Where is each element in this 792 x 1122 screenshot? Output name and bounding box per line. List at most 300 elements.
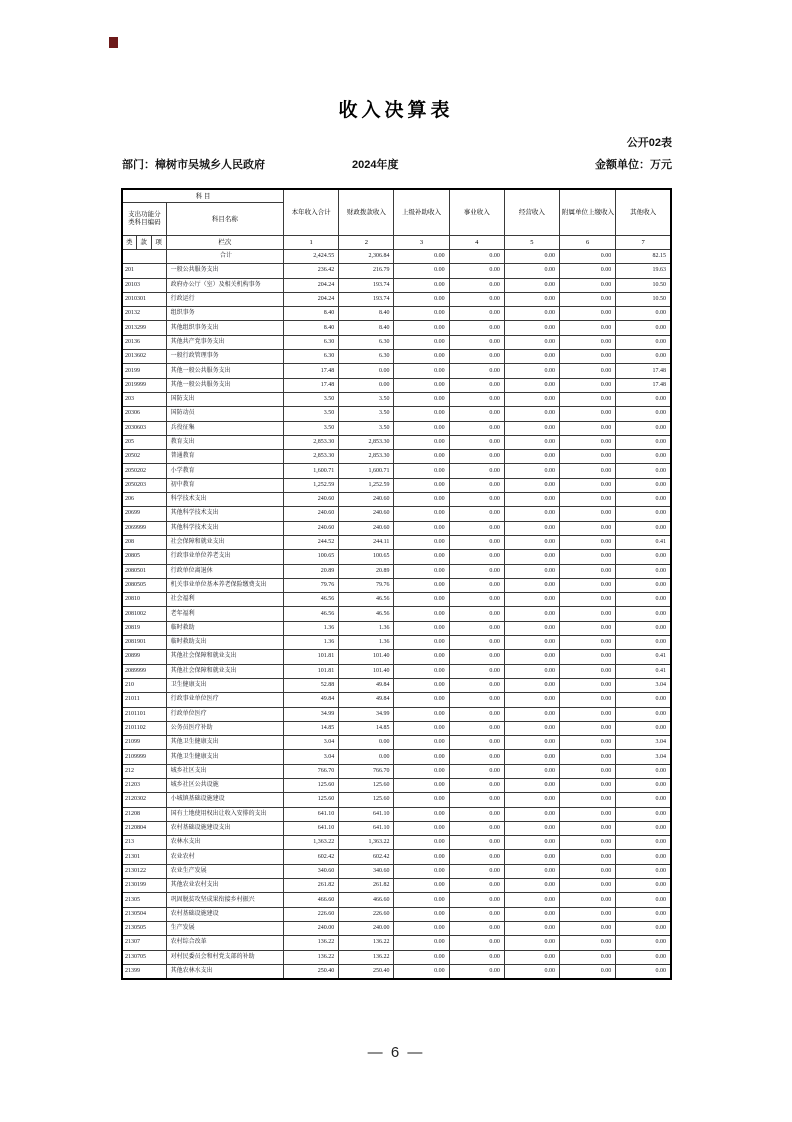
amount-cell: 0.00 [394, 778, 449, 792]
subject-name-cell: 机关事业单位基本养老保险缴费支出 [166, 578, 283, 592]
amount-cell: 340.60 [284, 864, 339, 878]
meta-line [122, 156, 672, 172]
amount-cell: 0.00 [504, 321, 559, 335]
amount-cell: 0.00 [616, 493, 671, 507]
amount-cell: 0.00 [394, 564, 449, 578]
amount-cell: 1,363.22 [284, 836, 339, 850]
amount-cell: 0.00 [560, 621, 616, 635]
public-table-code: 公开02表 [626, 137, 672, 149]
amount-cell: 0.00 [616, 707, 671, 721]
amount-cell: 52.88 [284, 678, 339, 692]
amount-cell: 0.00 [449, 464, 504, 478]
page-title: 收入决算表 [338, 100, 454, 121]
amount-cell: 82.15 [616, 250, 671, 264]
amount-cell: 0.00 [560, 450, 616, 464]
amount-cell: 101.81 [284, 664, 339, 678]
subject-name-cell: 行政运行 [166, 292, 283, 306]
amount-cell: 0.00 [560, 364, 616, 378]
amount-cell: 0.00 [616, 507, 671, 521]
amount-cell: 0.00 [394, 278, 449, 292]
amount-cell: 0.00 [449, 936, 504, 950]
amount-cell: 0.00 [616, 521, 671, 535]
amount-cell: 466.60 [339, 893, 394, 907]
amount-cell: 0.00 [616, 621, 671, 635]
amount-cell: 34.99 [284, 707, 339, 721]
subject-name-cell: 行政单位医疗 [166, 707, 283, 721]
subject-name-cell: 一般行政管理事务 [166, 350, 283, 364]
amount-cell: 0.00 [616, 836, 671, 850]
subject-name-cell: 城乡社区支出 [166, 764, 283, 778]
amount-cell: 0.00 [449, 264, 504, 278]
amount-cell: 0.00 [394, 807, 449, 821]
amount-cell: 0.00 [560, 921, 616, 935]
amount-cell: 0.00 [449, 250, 504, 264]
subject-code-cell: 2030603 [122, 421, 166, 435]
table-row [122, 364, 671, 378]
amount-cell: 49.84 [339, 693, 394, 707]
amount-cell: 0.00 [394, 378, 449, 392]
subject-code-cell: 2120302 [122, 793, 166, 807]
amount-cell: 0.00 [449, 593, 504, 607]
amount-cell: 0.00 [560, 721, 616, 735]
amount-cell: 0.00 [616, 321, 671, 335]
amount-cell: 0.00 [504, 707, 559, 721]
amount-cell: 0.00 [394, 950, 449, 964]
table-row [122, 335, 671, 349]
table-row [122, 650, 671, 664]
amount-cell: 0.00 [449, 650, 504, 664]
amount-cell: 0.00 [394, 836, 449, 850]
page-number: — 6 — [367, 1044, 425, 1061]
amount-cell: 14.85 [339, 721, 394, 735]
amount-cell: 0.00 [504, 964, 559, 979]
table-row [122, 807, 671, 821]
amount-cell: 240.60 [339, 507, 394, 521]
subject-name-cell: 老年福利 [166, 607, 283, 621]
table-row [122, 278, 671, 292]
amount-cell: 0.00 [560, 907, 616, 921]
amount-cell: 8.40 [284, 307, 339, 321]
amount-cell: 101.81 [284, 650, 339, 664]
amount-cell: 1,600.71 [339, 464, 394, 478]
subject-name-cell: 组织事务 [166, 307, 283, 321]
amount-cell: 0.00 [560, 893, 616, 907]
subject-name-cell: 教育支出 [166, 435, 283, 449]
amount-cell: 0.00 [560, 264, 616, 278]
amount-cell: 0.00 [394, 636, 449, 650]
amount-cell: 0.00 [394, 693, 449, 707]
amount-cell: 0.00 [394, 736, 449, 750]
amount-cell: 0.00 [560, 764, 616, 778]
amount-cell: 193.74 [339, 278, 394, 292]
amount-cell: 0.00 [449, 364, 504, 378]
amount-cell: 0.00 [449, 907, 504, 921]
amount-cell: 0.00 [616, 435, 671, 449]
amount-cell: 17.48 [616, 378, 671, 392]
code-sub-header: 项 [151, 236, 166, 250]
table-row [122, 564, 671, 578]
amount-cell: 49.84 [339, 678, 394, 692]
amount-cell: 0.00 [616, 721, 671, 735]
subject-code-cell: 2089999 [122, 664, 166, 678]
amount-cell: 0.00 [504, 907, 559, 921]
subject-name-cell: 卫生健康支出 [166, 678, 283, 692]
amount-cell: 0.00 [504, 535, 559, 549]
amount-cell: 0.00 [504, 921, 559, 935]
amount-cell: 0.00 [449, 893, 504, 907]
subject-code-cell: 20502 [122, 450, 166, 464]
amount-cell: 0.00 [394, 450, 449, 464]
amount-cell: 0.00 [394, 535, 449, 549]
subject-name-cell: 农村基础设施建设支出 [166, 821, 283, 835]
table-row [122, 907, 671, 921]
subject-name-header: 科目名称 [166, 203, 283, 236]
scan-artifact-mark [109, 37, 118, 48]
subject-code-cell: 2050202 [122, 464, 166, 478]
amount-cell: 0.00 [560, 550, 616, 564]
amount-cell: 20.89 [284, 564, 339, 578]
amount-cell: 1,600.71 [284, 464, 339, 478]
amount-cell: 0.00 [616, 578, 671, 592]
amount-cell: 0.00 [616, 307, 671, 321]
table-row [122, 550, 671, 564]
amount-cell: 0.00 [504, 736, 559, 750]
amount-cell: 0.00 [504, 879, 559, 893]
department-label: 部门：樟树市吴城乡人民政府 [122, 159, 265, 171]
subject-code-cell: 21208 [122, 807, 166, 821]
amount-cell: 0.00 [560, 392, 616, 406]
subject-code-cell: 2013299 [122, 321, 166, 335]
subject-name-cell: 农林水支出 [166, 836, 283, 850]
subject-name-cell: 对村民委员会和村党支部的补助 [166, 950, 283, 964]
amount-cell: 466.60 [284, 893, 339, 907]
subject-name-cell: 普通教育 [166, 450, 283, 464]
amount-cell: 0.00 [616, 907, 671, 921]
amount-cell: 17.48 [284, 378, 339, 392]
table-row [122, 707, 671, 721]
amount-cell: 0.00 [394, 764, 449, 778]
amount-cell: 0.00 [504, 378, 559, 392]
table-row [122, 821, 671, 835]
amount-cell: 0.00 [449, 664, 504, 678]
amount-cell: 641.10 [284, 807, 339, 821]
amount-cell: 0.00 [560, 950, 616, 964]
amount-cell: 0.00 [504, 893, 559, 907]
table-row [122, 636, 671, 650]
amount-cell: 6.30 [284, 350, 339, 364]
amount-cell: 0.00 [616, 807, 671, 821]
subject-code-cell: 20306 [122, 407, 166, 421]
amount-cell: 0.00 [560, 678, 616, 692]
subject-name-cell: 一般公共服务支出 [166, 264, 283, 278]
amount-cell: 2,853.30 [339, 450, 394, 464]
table-row [122, 478, 671, 492]
amount-cell: 8.40 [339, 307, 394, 321]
amount-cell: 0.00 [394, 793, 449, 807]
amount-cell: 0.00 [560, 350, 616, 364]
subject-code-cell: 203 [122, 392, 166, 406]
amount-cell: 8.40 [284, 321, 339, 335]
amount-cell: 0.00 [616, 693, 671, 707]
amount-cell: 0.00 [394, 335, 449, 349]
amount-cell: 0.00 [560, 778, 616, 792]
amount-cell: 0.00 [504, 678, 559, 692]
table-row [122, 392, 671, 406]
amount-cell: 0.00 [394, 464, 449, 478]
amount-cell: 0.00 [449, 621, 504, 635]
amount-cell: 204.24 [284, 278, 339, 292]
subject-code-cell: 20810 [122, 593, 166, 607]
amount-cell: 0.00 [616, 450, 671, 464]
amount-cell: 0.00 [449, 778, 504, 792]
table-row [122, 321, 671, 335]
amount-cell: 0.00 [449, 678, 504, 692]
amount-cell: 0.00 [394, 664, 449, 678]
amount-cell: 0.00 [394, 650, 449, 664]
header-row-subject [122, 189, 671, 203]
subject-name-cell: 公务员医疗补助 [166, 721, 283, 735]
amount-cell: 641.10 [339, 807, 394, 821]
amount-cell: 3.04 [616, 750, 671, 764]
subject-code-cell: 21307 [122, 936, 166, 950]
amount-cell: 0.00 [394, 864, 449, 878]
table-row [122, 450, 671, 464]
subject-name-cell: 社会福利 [166, 593, 283, 607]
amount-cell: 0.00 [504, 821, 559, 835]
amount-cell: 0.00 [504, 464, 559, 478]
revenue-table-wrapper [121, 188, 672, 980]
amount-cell: 0.00 [560, 278, 616, 292]
amount-cell: 125.60 [284, 793, 339, 807]
amount-cell: 8.40 [339, 321, 394, 335]
subject-name-cell: 其他共产党事务支出 [166, 335, 283, 349]
amount-cell: 0.00 [394, 721, 449, 735]
amount-cell: 0.00 [449, 493, 504, 507]
amount-cell: 0.00 [449, 750, 504, 764]
subject-code-cell: 201 [122, 264, 166, 278]
amount-cell: 0.00 [616, 879, 671, 893]
amount-cell: 0.00 [449, 950, 504, 964]
amount-cell: 0.00 [394, 292, 449, 306]
amount-cell: 0.41 [616, 664, 671, 678]
amount-cell: 204.24 [284, 292, 339, 306]
table-row [122, 964, 671, 979]
amount-cell: 0.00 [616, 921, 671, 935]
amount-cell: 0.00 [394, 921, 449, 935]
amount-cell: 216.79 [339, 264, 394, 278]
table-row [122, 678, 671, 692]
fiscal-year-label: 2024年度 [352, 159, 399, 171]
amount-cell: 0.00 [449, 307, 504, 321]
amount-cell: 1.36 [284, 636, 339, 650]
amount-cell: 0.00 [394, 964, 449, 979]
amount-cell: 3.50 [339, 392, 394, 406]
table-row [122, 378, 671, 392]
amount-cell: 193.74 [339, 292, 394, 306]
subject-code-cell: 212 [122, 764, 166, 778]
amount-cell: 240.60 [339, 521, 394, 535]
amount-cell: 0.00 [504, 636, 559, 650]
subject-code-cell: 20805 [122, 550, 166, 564]
subject-code-cell: 206 [122, 493, 166, 507]
amount-cell: 0.00 [504, 950, 559, 964]
amount-cell: 0.00 [616, 407, 671, 421]
amount-cell: 0.00 [504, 364, 559, 378]
subject-name-cell: 社会保障和就业支出 [166, 535, 283, 549]
amount-cell: 0.00 [504, 593, 559, 607]
table-row [122, 864, 671, 878]
subject-name-cell: 其他科学技术支出 [166, 521, 283, 535]
amount-cell: 0.00 [449, 350, 504, 364]
amount-cell: 0.00 [504, 864, 559, 878]
table-row [122, 521, 671, 535]
table-row [122, 292, 671, 306]
subject-code-cell: 2109999 [122, 750, 166, 764]
subject-code-cell: 20103 [122, 278, 166, 292]
subject-name-cell: 小学教育 [166, 464, 283, 478]
amount-cell: 240.00 [339, 921, 394, 935]
amount-cell: 0.00 [504, 250, 559, 264]
subject-code-cell: 20136 [122, 335, 166, 349]
subject-name-cell: 农业农村 [166, 850, 283, 864]
amount-cell: 0.00 [560, 850, 616, 864]
amount-cell: 0.00 [560, 836, 616, 850]
amount-cell: 244.52 [284, 535, 339, 549]
amount-cell: 100.65 [339, 550, 394, 564]
amount-cell: 34.99 [339, 707, 394, 721]
table-row [122, 921, 671, 935]
amount-cell: 20.89 [339, 564, 394, 578]
amount-cell: 240.60 [284, 521, 339, 535]
revenue-final-accounts-table [121, 188, 672, 980]
amount-cell: 0.00 [560, 750, 616, 764]
amount-cell: 261.82 [284, 879, 339, 893]
subject-name-cell: 行政事业单位医疗 [166, 693, 283, 707]
table-row-total [122, 250, 671, 264]
amount-cell: 0.00 [504, 807, 559, 821]
subject-name-cell: 临时救助 [166, 621, 283, 635]
table-row [122, 879, 671, 893]
amount-cell: 0.00 [504, 521, 559, 535]
amount-cell: 0.00 [394, 578, 449, 592]
amount-cell: 0.00 [560, 292, 616, 306]
table-row [122, 664, 671, 678]
column-header: 上级补助收入 [394, 189, 449, 236]
amount-cell: 0.00 [616, 821, 671, 835]
amount-cell: 0.41 [616, 650, 671, 664]
amount-cell: 46.56 [339, 593, 394, 607]
amount-cell: 0.00 [449, 521, 504, 535]
amount-cell: 244.11 [339, 535, 394, 549]
column-header: 本年收入合计 [284, 189, 339, 236]
amount-cell: 0.00 [449, 507, 504, 521]
amount-cell: 0.00 [504, 764, 559, 778]
subject-code-cell: 2130199 [122, 879, 166, 893]
amount-cell: 0.00 [394, 678, 449, 692]
amount-cell: 0.00 [616, 764, 671, 778]
amount-cell: 0.00 [504, 664, 559, 678]
amount-cell: 0.00 [560, 664, 616, 678]
amount-cell: 0.00 [394, 307, 449, 321]
amount-cell: 0.00 [504, 578, 559, 592]
amount-cell: 0.00 [394, 821, 449, 835]
amount-cell: 0.00 [449, 292, 504, 306]
amount-cell: 0.00 [394, 593, 449, 607]
amount-cell: 17.48 [284, 364, 339, 378]
amount-cell: 0.00 [449, 736, 504, 750]
amount-cell: 766.70 [284, 764, 339, 778]
amount-cell: 0.00 [504, 407, 559, 421]
amount-cell: 6.30 [284, 335, 339, 349]
amount-cell: 0.00 [560, 378, 616, 392]
amount-cell: 0.00 [394, 521, 449, 535]
amount-cell: 0.00 [449, 564, 504, 578]
subject-name-cell: 巩固脱贫攻坚成果衔接乡村振兴 [166, 893, 283, 907]
amount-cell: 0.00 [560, 793, 616, 807]
subject-code-cell: 2069999 [122, 521, 166, 535]
subject-group-header: 科 目 [122, 189, 284, 203]
amount-cell: 0.00 [449, 535, 504, 549]
amount-cell: 3.04 [284, 750, 339, 764]
amount-cell: 0.00 [560, 821, 616, 835]
subject-code-cell: 21011 [122, 693, 166, 707]
amount-cell: 3.04 [284, 736, 339, 750]
subject-code-cell: 208 [122, 535, 166, 549]
amount-cell: 0.00 [560, 464, 616, 478]
table-row [122, 350, 671, 364]
table-row [122, 950, 671, 964]
amount-cell: 0.00 [560, 807, 616, 821]
amount-cell: 1.36 [284, 621, 339, 635]
amount-cell: 0.00 [616, 964, 671, 979]
amount-cell: 0.00 [616, 893, 671, 907]
amount-cell: 0.00 [504, 693, 559, 707]
column-header: 事业收入 [449, 189, 504, 236]
amount-cell: 1,252.59 [284, 478, 339, 492]
table-row [122, 850, 671, 864]
amount-cell: 0.00 [560, 564, 616, 578]
table-row [122, 721, 671, 735]
amount-cell: 0.00 [449, 321, 504, 335]
subject-code-cell: 210 [122, 678, 166, 692]
amount-cell: 0.00 [560, 321, 616, 335]
amount-cell: 1.36 [339, 621, 394, 635]
amount-cell: 0.00 [616, 464, 671, 478]
amount-cell: 79.76 [339, 578, 394, 592]
amount-cell: 0.00 [504, 564, 559, 578]
amount-cell: 0.00 [449, 607, 504, 621]
amount-cell: 766.70 [339, 764, 394, 778]
amount-cell: 226.60 [339, 907, 394, 921]
amount-cell: 0.00 [616, 593, 671, 607]
amount-cell: 602.42 [284, 850, 339, 864]
amount-cell: 0.00 [339, 364, 394, 378]
amount-cell: 2,853.30 [339, 435, 394, 449]
table-row [122, 836, 671, 850]
amount-cell: 0.00 [449, 278, 504, 292]
amount-cell: 0.00 [560, 736, 616, 750]
subject-code-cell [122, 250, 166, 264]
amount-cell: 0.00 [394, 507, 449, 521]
subject-name-cell: 兵役征集 [166, 421, 283, 435]
amount-cell: 0.00 [616, 607, 671, 621]
amount-cell: 602.42 [339, 850, 394, 864]
amount-cell: 0.00 [504, 550, 559, 564]
subject-name-cell: 国有土地使用权出让收入安排的支出 [166, 807, 283, 821]
table-row [122, 464, 671, 478]
subject-code-cell: 21099 [122, 736, 166, 750]
amount-cell: 0.00 [394, 936, 449, 950]
